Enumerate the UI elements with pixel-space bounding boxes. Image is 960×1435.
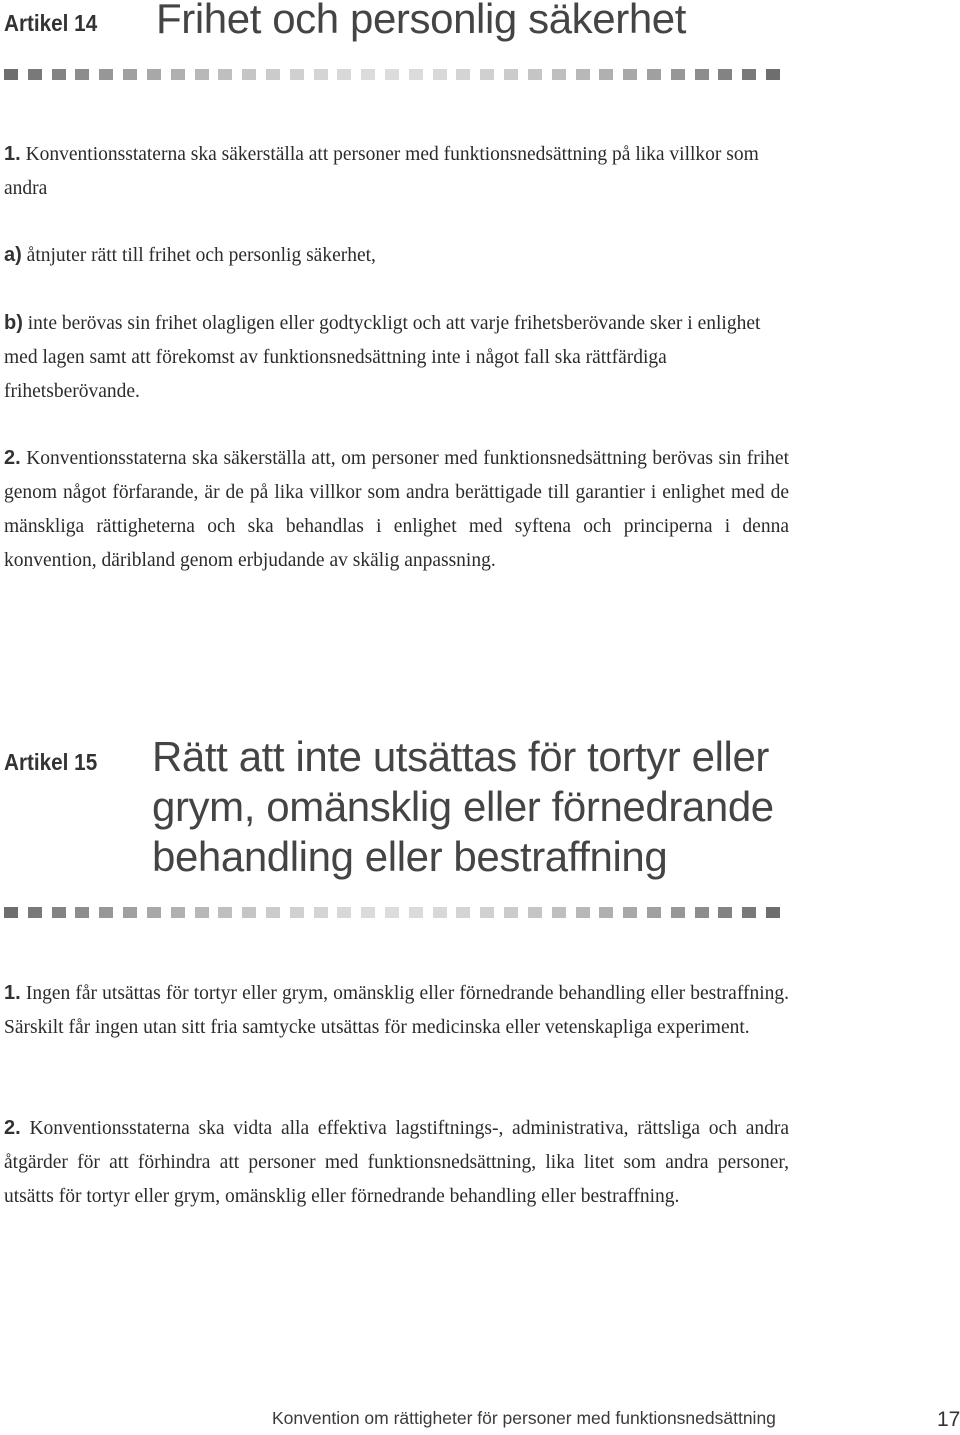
rule-dash xyxy=(456,69,470,80)
rule-dash xyxy=(671,69,685,80)
rule-dash xyxy=(52,69,66,80)
rule-dash xyxy=(171,907,185,918)
rule-dash xyxy=(123,69,137,80)
paragraph-text: Konventionsstaterna ska säkerställa att personer med funktionsnedsättning på lika villkor som andra xyxy=(4,144,759,199)
rule-dash xyxy=(766,907,780,918)
rule-dash xyxy=(218,69,232,80)
article-14-title: Frihet och personlig säkerhet xyxy=(156,0,687,42)
rule-dash xyxy=(480,907,494,918)
rule-dash xyxy=(361,907,375,918)
paragraph-number: 1. xyxy=(4,143,21,165)
article-15-paragraph-1 xyxy=(4,976,789,1045)
article-14-heading xyxy=(4,0,780,50)
rule-dash xyxy=(52,907,66,918)
rule-dash xyxy=(599,907,613,918)
rule-dash xyxy=(456,907,470,918)
rule-dash xyxy=(28,69,42,80)
article-14-item-b xyxy=(4,306,789,409)
rule-dash xyxy=(99,907,113,918)
rule-dash xyxy=(409,907,423,918)
rule-dash xyxy=(718,907,732,918)
rule-dash xyxy=(671,907,685,918)
rule-dash xyxy=(266,907,280,918)
rule-dash xyxy=(147,69,161,80)
rule-dash xyxy=(314,69,328,80)
article-14-paragraph-2 xyxy=(4,441,789,578)
rule-dash xyxy=(385,907,399,918)
rule-dash xyxy=(195,69,209,80)
rule-dash xyxy=(361,69,375,80)
item-label: b) xyxy=(4,312,23,334)
rule-dash xyxy=(314,907,328,918)
article-14-label: Artikel 14 xyxy=(4,10,98,36)
rule-dash xyxy=(290,907,304,918)
rule-dash xyxy=(647,907,661,918)
footer-title: Konvention om rättigheter för personer med funktionsnedsättning xyxy=(272,1408,776,1428)
paragraph-number: 2. xyxy=(4,447,21,469)
rule-dash xyxy=(433,907,447,918)
rule-dash xyxy=(552,907,566,918)
paragraph-text: Konventionsstaterna ska vidta alla effektiva lagstiftnings-, administrativa, rättsliga och andra åtgärder för att förhindra att personer med funktionsnedsättning, lika litet som andra personer, utsätts för tortyr eller grym, omänsklig eller förnedrande behandling eller bestraffning. xyxy=(4,1118,790,1207)
rule-dash xyxy=(647,69,661,80)
rule-dash xyxy=(290,69,304,80)
article-14-item-a xyxy=(4,238,789,273)
paragraph-number: 1. xyxy=(4,982,21,1004)
rule-dash xyxy=(528,69,542,80)
rule-dash xyxy=(266,69,280,80)
rule-dash xyxy=(242,69,256,80)
article-15-title: Rätt att inte utsättas för tortyr eller grym, omänsklig eller förnedrande behandling eller bestraffning xyxy=(152,733,774,880)
rule-dash xyxy=(504,907,518,918)
rule-dash xyxy=(576,69,590,80)
rule-dash xyxy=(242,907,256,918)
rule-dash xyxy=(171,69,185,80)
rule-dash xyxy=(695,907,709,918)
paragraph-text: Konventionsstaterna ska säkerställa att, om personer med funktionsnedsättning berövas sin frihet genom något förfarande, är de på lika villkor som andra berättigade till garantier i enlighet med de mänskliga rättigheterna och ska behandlas i enlighet med syftena och principerna i denna konvention, däribland genom erbjudande av skälig anpassning. xyxy=(4,448,790,571)
rule-dash xyxy=(28,907,42,918)
rule-dash xyxy=(552,69,566,80)
paragraph-number: 2. xyxy=(4,1117,21,1139)
rule-dash xyxy=(385,69,399,80)
section-divider xyxy=(4,907,780,918)
rule-dash xyxy=(195,907,209,918)
rule-dash xyxy=(99,69,113,80)
rule-dash xyxy=(433,69,447,80)
rule-dash xyxy=(718,69,732,80)
rule-dash xyxy=(599,69,613,80)
article-15-heading xyxy=(4,732,780,892)
rule-dash xyxy=(766,69,780,80)
section-divider xyxy=(4,69,780,80)
rule-dash xyxy=(123,907,137,918)
rule-dash xyxy=(742,69,756,80)
page-number: 17 xyxy=(937,1408,960,1431)
rule-dash xyxy=(337,69,351,80)
rule-dash xyxy=(742,907,756,918)
rule-dash xyxy=(480,69,494,80)
rule-dash xyxy=(623,69,637,80)
article-15-label: Artikel 15 xyxy=(4,749,98,775)
rule-dash xyxy=(337,907,351,918)
rule-dash xyxy=(576,907,590,918)
rule-dash xyxy=(623,907,637,918)
rule-dash xyxy=(75,907,89,918)
rule-dash xyxy=(147,907,161,918)
item-text: inte berövas sin frihet olagligen eller godtyckligt och att varje frihetsberövande sker i enlighet med lagen samt att förekomst av funktionsnedsättning inte i något fall ska rättfärdiga frihetsberövande. xyxy=(4,313,761,402)
article-15-paragraph-2 xyxy=(4,1111,789,1214)
paragraph-text: Ingen får utsättas för tortyr eller grym, omänsklig eller förnedrande behandling eller bestraffning. Särskilt får ingen utan sitt fria samtycke utsättas för medicinska eller vetenskapliga experiment. xyxy=(4,983,790,1038)
rule-dash xyxy=(4,69,18,80)
rule-dash xyxy=(528,907,542,918)
item-text: åtnjuter rätt till frihet och personlig säkerhet, xyxy=(26,245,376,266)
rule-dash xyxy=(695,69,709,80)
rule-dash xyxy=(409,69,423,80)
rule-dash xyxy=(4,907,18,918)
item-label: a) xyxy=(4,244,22,266)
rule-dash xyxy=(504,69,518,80)
rule-dash xyxy=(75,69,89,80)
article-14-paragraph-1 xyxy=(4,137,789,206)
rule-dash xyxy=(218,907,232,918)
